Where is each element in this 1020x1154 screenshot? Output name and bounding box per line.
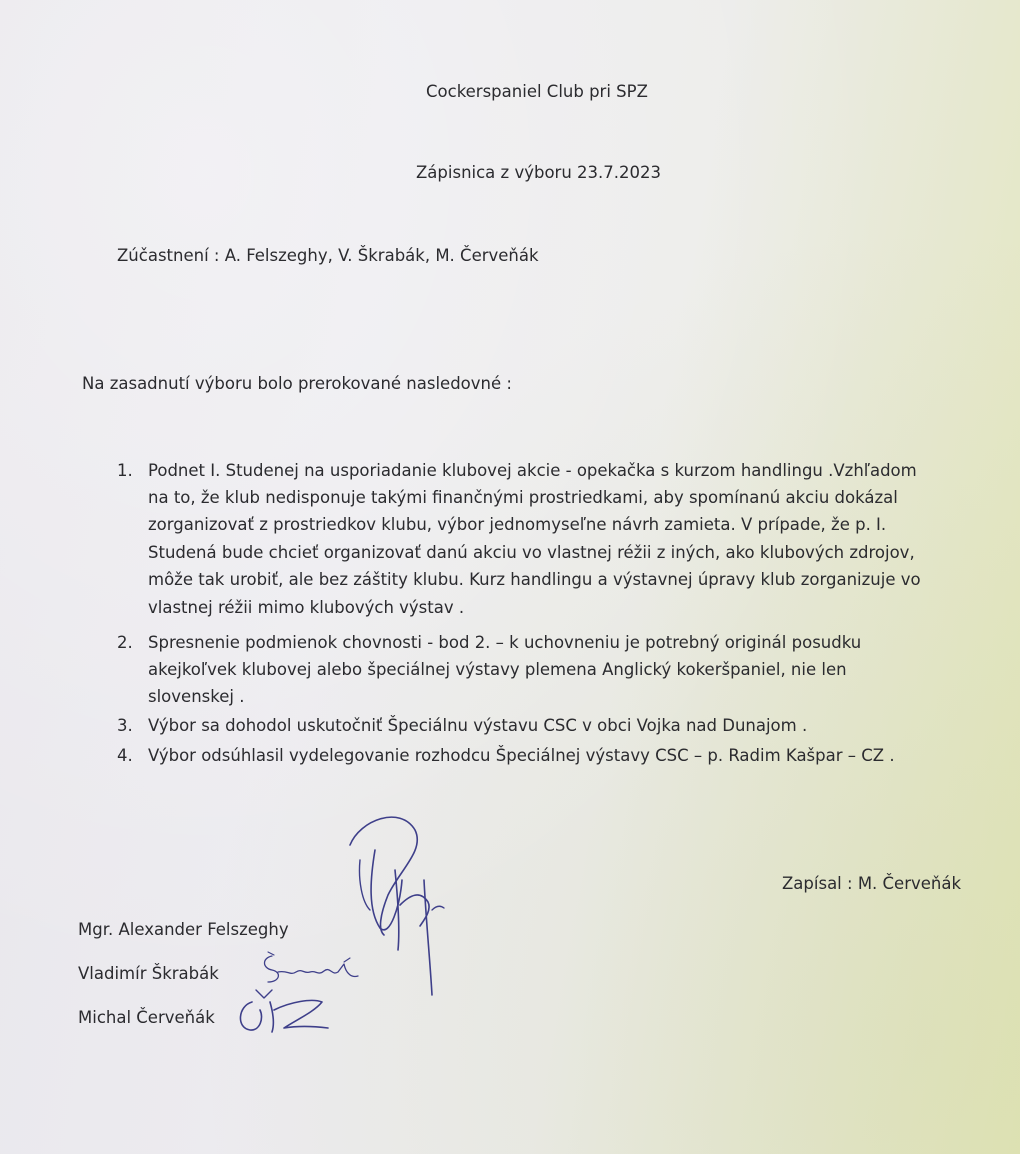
item-line: slovenskej . [148,687,245,706]
recorder-line: Zapísal : M. Červeňák [782,874,962,893]
attendees-line: Zúčastnení : A. Felszeghy, V. Škrabák, M. Červeňák [117,246,539,265]
club-name: Cockerspaniel Club pri SPZ [426,82,648,101]
item-line: Studená bude chcieť organizovať danú akciu vo vlastnej réžii z iných, ako klubových zdrojov, [148,543,915,562]
signature-skrabak [258,950,368,990]
item-line: na to, že klub nedisponuje takými finančnými prostriedkami, aby spomínanú akciu dokázal [148,488,898,507]
minutes-title: Zápisnica z výboru 23.7.2023 [416,163,662,182]
item-number: 2. [117,633,133,652]
item-line: vlastnej réžii mimo klubových výstav . [148,598,465,617]
item-number: 4. [117,746,133,765]
item-number: 1. [117,461,133,480]
signature-cervenak [234,988,334,1036]
item-number: 3. [117,716,133,735]
item-line: Spresnenie podmienok chovnosti - bod 2. – k uchovneniu je potrebný originál posudku [148,633,862,652]
item-line: Podnet I. Studenej na usporiadanie klubovej akcie - opekačka s kurzom handlingu .Vzhľadom [148,461,917,480]
signatory-name: Michal Červeňák [78,1008,215,1027]
item-line: Výbor odsúhlasil vydelegovanie rozhodcu Špeciálnej výstavy CSC – p. Radim Kašpar – CZ . [148,746,895,765]
item-line: zorganizovať z prostriedkov klubu, výbor jednomyseľne návrh zamieta. V prípade, že p. I. [148,515,887,534]
signatory-name: Vladimír Škrabák [78,964,219,983]
signatory-name: Mgr. Alexander Felszeghy [78,920,289,939]
item-line: Výbor sa dohodol uskutočniť Špeciálnu výstavu CSC v obci Vojka nad Dunajom . [148,716,808,735]
intro-line: Na zasadnutí výboru bolo prerokované nasledovné : [82,374,512,393]
item-line: môže tak urobiť, ale bez záštity klubu. Kurz handlingu a výstavnej úpravy klub zorganizuje vo [148,570,921,589]
item-line: akejkoľvek klubovej alebo špeciálnej výstavy plemena Anglický kokeršpaniel, nie len [148,660,847,679]
